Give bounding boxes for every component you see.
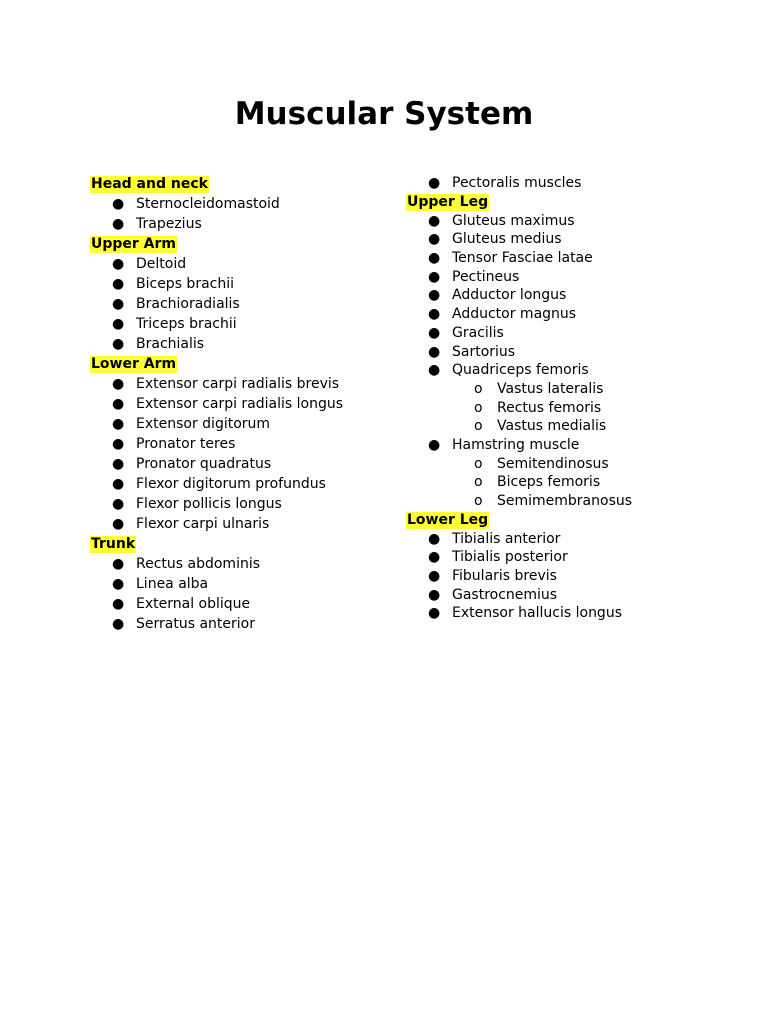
section-heading: Lower Leg [407, 511, 489, 528]
list-item [90, 274, 400, 294]
sub-bullet-icon: o [474, 474, 483, 491]
bullet-icon: ● [428, 231, 441, 248]
sub-list-item-text: Semimembranosus [497, 493, 633, 509]
bullet-icon: ● [112, 596, 125, 612]
list-item-text: Tibialis anterior [452, 530, 561, 547]
bullet-icon: ● [112, 616, 125, 632]
list-item [90, 214, 400, 234]
section-head-and-neck [90, 174, 400, 234]
section-heading-row [406, 511, 746, 530]
list-item-text: Deltoid [136, 256, 187, 272]
list-item [90, 554, 400, 574]
list-item [406, 343, 746, 362]
sub-list-item-text: Rectus femoris [497, 399, 602, 416]
list-item [90, 594, 400, 614]
list-item-text: Extensor digitorum [136, 416, 271, 432]
list-item-text: Triceps brachii [136, 316, 237, 332]
list-item [406, 604, 746, 623]
sub-list-item [406, 399, 746, 418]
list-item [90, 374, 400, 394]
bullet-icon: ● [112, 316, 125, 332]
list-item-text: Linea alba [136, 576, 209, 592]
section-continued [406, 174, 746, 193]
bullet-icon: ● [112, 216, 125, 232]
list-item-text: Sartorius [452, 343, 516, 360]
bullet-icon: ● [428, 549, 441, 566]
sub-list-item-text: Biceps femoris [497, 474, 601, 491]
bullet-icon: ● [428, 568, 441, 585]
sub-list-item [406, 380, 746, 399]
bullet-icon: ● [428, 250, 441, 267]
bullet-icon: ● [112, 516, 125, 532]
list-item-text: Flexor digitorum profundus [136, 476, 326, 492]
bullet-icon: ● [428, 268, 441, 285]
sub-list-item [406, 417, 746, 436]
bullet-icon: ● [112, 376, 125, 392]
bullet-icon: ● [428, 605, 441, 622]
list-item [406, 174, 746, 193]
list-item-text: Flexor carpi ulnaris [136, 516, 270, 532]
list-item [90, 254, 400, 274]
list-item-text: Gastrocnemius [452, 586, 558, 603]
section-heading: Upper Arm [91, 236, 177, 252]
list-item [90, 294, 400, 314]
list-item-text: Gluteus medius [452, 231, 562, 248]
list-item-text: Biceps brachii [136, 276, 235, 292]
section-lower-leg [406, 511, 746, 623]
bullet-icon: ● [112, 436, 125, 452]
list-item-text: External oblique [136, 596, 251, 612]
list-item [406, 249, 746, 268]
bullet-icon: ● [428, 586, 441, 603]
list-item [406, 548, 746, 567]
bullet-icon: ● [112, 276, 125, 292]
bullet-icon: ● [428, 324, 441, 341]
bullet-icon: ● [112, 336, 125, 352]
section-heading: Trunk [91, 536, 136, 552]
bullet-icon: ● [428, 287, 441, 304]
list-item [90, 514, 400, 534]
sub-bullet-icon: o [474, 493, 483, 509]
bullet-icon: ● [112, 476, 125, 492]
list-item-text: Pronator quadratus [136, 456, 272, 472]
section-lower-arm [90, 354, 400, 534]
list-item-text: Tibialis posterior [452, 549, 568, 566]
list-item [406, 305, 746, 324]
list-item-text: Pectineus [452, 268, 520, 285]
sub-bullet-icon: o [474, 418, 483, 435]
list-item-text: Trapezius [136, 216, 202, 232]
bullet-icon: ● [428, 436, 441, 453]
list-item [90, 314, 400, 334]
right-column [406, 174, 746, 623]
list-item [406, 436, 746, 455]
bullet-icon: ● [112, 576, 125, 592]
section-heading: Head and neck [91, 176, 208, 192]
list-item-text: Fibularis brevis [452, 568, 557, 585]
section-heading: Upper Leg [407, 193, 489, 210]
list-item [406, 230, 746, 249]
list-item-text: Flexor pollicis longus [136, 496, 282, 512]
bullet-icon: ● [112, 396, 125, 412]
list-item-text: Extensor carpi radialis brevis [136, 376, 340, 392]
list-item-text: Extensor hallucis longus [452, 605, 622, 622]
list-item-text: Pronator teres [136, 436, 236, 452]
section-trunk [90, 534, 400, 634]
list-item-text: Adductor longus [452, 287, 567, 304]
section-heading: Lower Arm [91, 356, 177, 372]
list-item-text: Serratus anterior [136, 616, 255, 632]
list-item [406, 530, 746, 549]
left-column [90, 174, 400, 634]
document-title: Muscular System [234, 96, 534, 132]
list-item [406, 361, 746, 380]
list-item [406, 212, 746, 231]
bullet-icon: ● [112, 416, 125, 432]
sub-list-item [406, 492, 746, 511]
list-item [90, 434, 400, 454]
sub-list-item-text: Vastus lateralis [497, 380, 604, 397]
bullet-icon: ● [112, 256, 125, 272]
list-item [90, 394, 400, 414]
list-item [90, 494, 400, 514]
list-item [90, 414, 400, 434]
bullet-icon: ● [428, 343, 441, 360]
sub-bullet-icon: o [474, 455, 483, 472]
sub-list-item-text: Vastus medialis [497, 418, 607, 435]
section-heading-row [90, 174, 400, 194]
list-item [406, 324, 746, 343]
sub-bullet-icon: o [474, 399, 483, 416]
list-item-text: Pectoralis muscles [452, 175, 582, 191]
section-upper-arm [90, 234, 400, 354]
list-item [90, 614, 400, 634]
sub-bullet-icon: o [474, 380, 483, 397]
list-item-text: Quadriceps femoris [452, 362, 589, 379]
list-item-text: Hamstring muscle [452, 436, 580, 453]
list-item [406, 586, 746, 605]
section-heading-row [406, 193, 746, 212]
list-item-text: Rectus abdominis [136, 556, 261, 572]
list-item [90, 334, 400, 354]
bullet-icon: ● [112, 296, 125, 312]
list-item-text: Extensor carpi radialis longus [136, 396, 344, 412]
bullet-icon: ● [428, 212, 441, 229]
section-heading-row [90, 534, 400, 554]
list-item [406, 286, 746, 305]
bullet-icon: ● [112, 496, 125, 512]
sub-list-item [406, 473, 746, 492]
list-item [90, 474, 400, 494]
bullet-icon: ● [112, 456, 125, 472]
list-item-text: Gracilis [452, 324, 504, 341]
bullet-icon: ● [428, 530, 441, 547]
list-item [90, 194, 400, 214]
list-item [90, 574, 400, 594]
list-item-text: Brachialis [136, 336, 205, 352]
bullet-icon: ● [428, 362, 441, 379]
section-heading-row [90, 234, 400, 254]
list-item [90, 454, 400, 474]
list-item-text: Sternocleidomastoid [136, 196, 280, 212]
sub-list-item [406, 455, 746, 474]
section-heading-row [90, 354, 400, 374]
bullet-icon: ● [428, 306, 441, 323]
sub-list-item-text: Semitendinosus [497, 455, 609, 472]
list-item-text: Gluteus maximus [452, 212, 575, 229]
list-item-text: Brachioradialis [136, 296, 240, 312]
list-item [406, 268, 746, 287]
list-item-text: Adductor magnus [452, 306, 577, 323]
list-item-text: Tensor Fasciae latae [452, 250, 593, 267]
bullet-icon: ● [428, 175, 441, 191]
section-upper-leg [406, 193, 746, 511]
bullet-icon: ● [112, 196, 125, 212]
list-item [406, 567, 746, 586]
bullet-icon: ● [112, 556, 125, 572]
